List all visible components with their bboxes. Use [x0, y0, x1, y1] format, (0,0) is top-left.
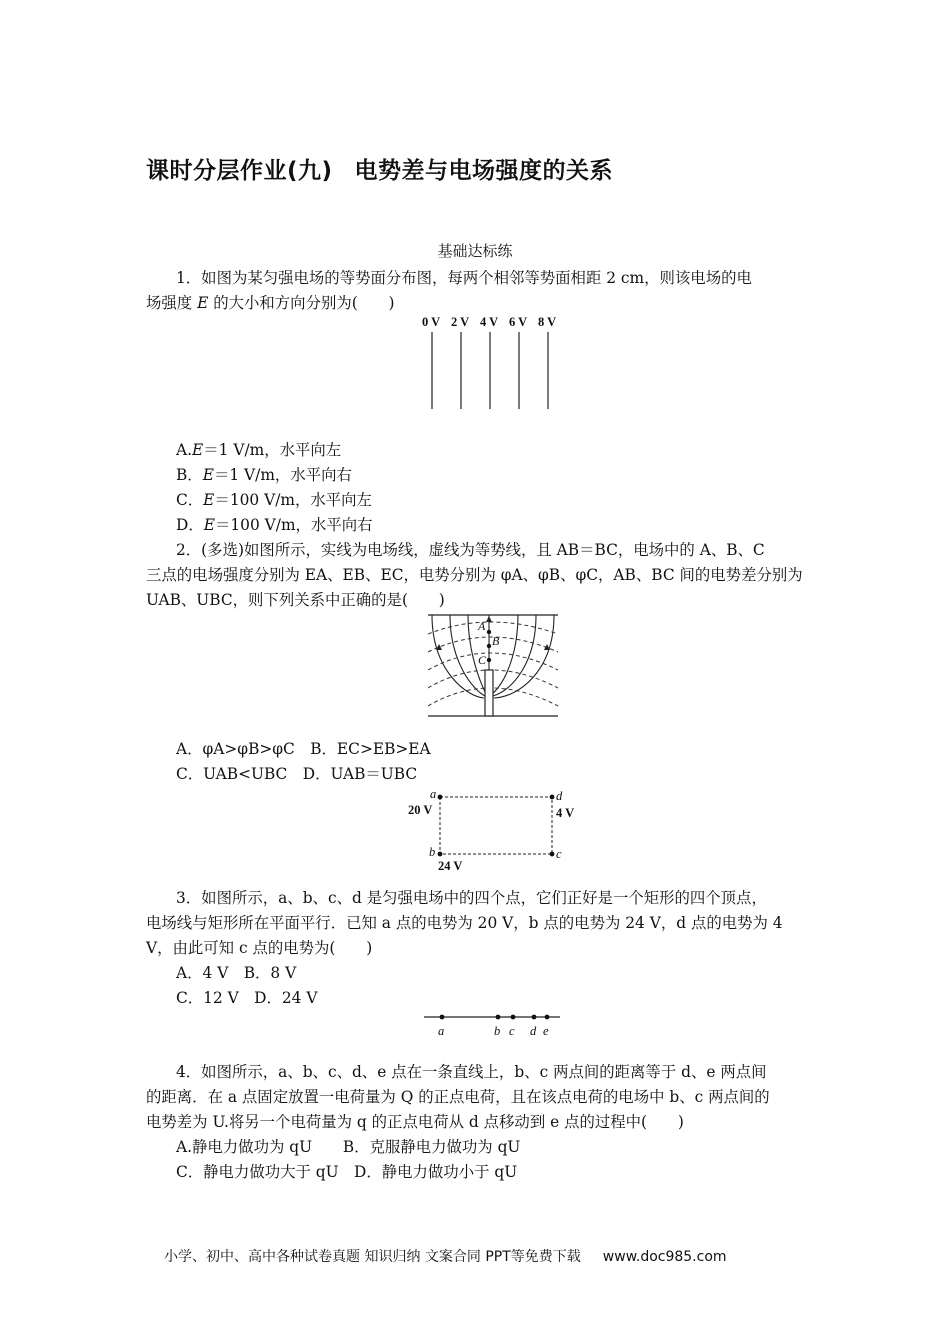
q2-point-a: [487, 630, 491, 634]
q1-label-4v: 4 V: [480, 315, 499, 329]
q3-point-b: [438, 852, 443, 857]
q1-line-2: 场强度 E 的大小和方向分别为( ): [146, 294, 395, 312]
q1-label-2v: 2 V: [451, 315, 470, 329]
q3-options-line-2: C．12 V D．24 V: [176, 989, 318, 1007]
q4-label-d: d: [530, 1024, 537, 1038]
page-footer: [164, 1246, 727, 1266]
q3-point-c: [550, 852, 555, 857]
title-sub: 电势差与电场强度的关系: [354, 158, 614, 184]
q3-line-3: V，由此可知 c 点的电势为( ): [146, 939, 373, 957]
q2-point-c: [487, 658, 491, 662]
q4-point-a: [440, 1015, 445, 1020]
q3-options-line-1: A．4 V B．8 V: [176, 964, 297, 982]
footer-text: 小学、初中、高中各种试卷真题 知识归纳 文案合同 PPT等免费下载: [164, 1249, 581, 1265]
q1-option-c: C．E＝100 V/m，水平向左: [176, 491, 372, 509]
q3-point-a: [438, 795, 443, 800]
q1-option-a: A.E＝1 V/m，水平向左: [176, 441, 342, 459]
q3-rectangle: [440, 797, 552, 854]
q2-options-line-1: [176, 739, 431, 759]
q2-electrode: [485, 670, 493, 716]
q2-line-2: 三点的电场强度分别为 EA、EB、EC，电势分别为 φA、φB、φC，AB、BC 间的电势差分别为: [146, 566, 803, 584]
q1-line-1: 1．如图为某匀强电场的等势面分布图，每两个相邻等势面相距 2 cm，则该电场的电: [176, 269, 752, 287]
q1-label-8v: 8 V: [538, 315, 557, 329]
q2-equipotential-line: [428, 622, 558, 634]
q4-point-e: [545, 1015, 550, 1020]
q2-line-3: UAB、UBC，则下列关系中正确的是( ): [146, 591, 445, 609]
q3-rectangle-figure: [404, 786, 584, 874]
q3-label-a: a: [430, 787, 437, 801]
q2-label-b: B: [492, 634, 500, 648]
q3-label-c: c: [556, 847, 562, 861]
q2-option-d: D．UAB＝UBC: [302, 765, 418, 783]
q4-options-line-1: A.静电力做功为 qU B．克服静电力做功为 qU: [176, 1138, 521, 1156]
q1-option-d: D．E＝100 V/m，水平向右: [176, 516, 373, 534]
q4-line-figure: [424, 1008, 562, 1040]
q3-label-4v: 4 V: [556, 806, 575, 820]
q3-label-d: d: [556, 789, 563, 803]
q1-label-6v: 6 V: [509, 315, 528, 329]
q4-label-e: e: [543, 1024, 549, 1038]
q2-option-c: C．UAB<UBC: [176, 765, 288, 783]
q3-line-1: 3．如图所示，a、b、c、d 是匀强电场中的四个点，它们正好是一个矩形的四个顶点，: [176, 889, 767, 907]
q3-label-b: b: [429, 845, 436, 859]
q1-label-0v: 0 V: [422, 315, 441, 329]
q4-label-a: a: [438, 1024, 445, 1038]
q4-line-3: 电势差为 U.将另一个电荷量为 q 的正点电荷从 d 点移动到 e 点的过程中( ): [146, 1113, 684, 1131]
q2-field-line: [493, 615, 536, 696]
q4-options-line-2: C．静电力做功大于 qU D．静电力做功小于 qU: [176, 1163, 518, 1181]
q2-label-c: C: [478, 653, 487, 667]
section-heading: 基础达标练: [437, 242, 513, 260]
q1-equipotential-figure: [418, 312, 568, 412]
q2-point-b: [487, 644, 491, 648]
q1-option-b: B．E＝1 V/m，水平向右: [176, 466, 352, 484]
footer-url-link[interactable]: www.doc985.com: [602, 1249, 727, 1265]
q3-point-d: [550, 795, 555, 800]
q2-equipotential-line: [428, 653, 558, 670]
q4-label-b: b: [494, 1024, 501, 1038]
q2-field-line: [494, 615, 554, 698]
q2-field-figure: [428, 612, 560, 720]
q2-label-a: A: [478, 619, 486, 633]
q2-field-line: [432, 615, 484, 698]
q2-option-b: B．EC>EB>EA: [310, 740, 431, 758]
q4-label-c: c: [509, 1024, 515, 1038]
page-title: [146, 152, 613, 185]
q3-line-2: 电场线与矩形所在平面平行．已知 a 点的电势为 20 V，b 点的电势为 24 V，d 点的电势为 4: [146, 914, 783, 932]
q4-line-2: 的距离．在 a 点固定放置一电荷量为 Q 的正点电荷，且在该点电荷的电场中 b、c 两点间的: [146, 1088, 770, 1106]
q3-label-24v: 24 V: [438, 859, 463, 873]
title-main: 课时分层作业(九): [146, 158, 333, 184]
q2-options-line-2: [176, 764, 417, 784]
q2-arrow-icon: [486, 616, 492, 622]
q4-point-b: [496, 1015, 501, 1020]
q2-arrow-icon: [436, 644, 442, 650]
q2-line-1: 2．(多选)如图所示，实线为电场线，虚线为等势线，且 AB＝BC，电场中的 A、B、C: [176, 541, 765, 559]
q3-label-20v: 20 V: [408, 803, 433, 817]
q4-point-c: [511, 1015, 516, 1020]
q2-option-a: A．φA>φB>φC: [176, 740, 295, 758]
q4-point-d: [532, 1015, 537, 1020]
q4-line-1: 4．如图所示，a、b、c、d、e 点在一条直线上，b、c 两点间的距离等于 d、e 两点间: [176, 1063, 767, 1081]
